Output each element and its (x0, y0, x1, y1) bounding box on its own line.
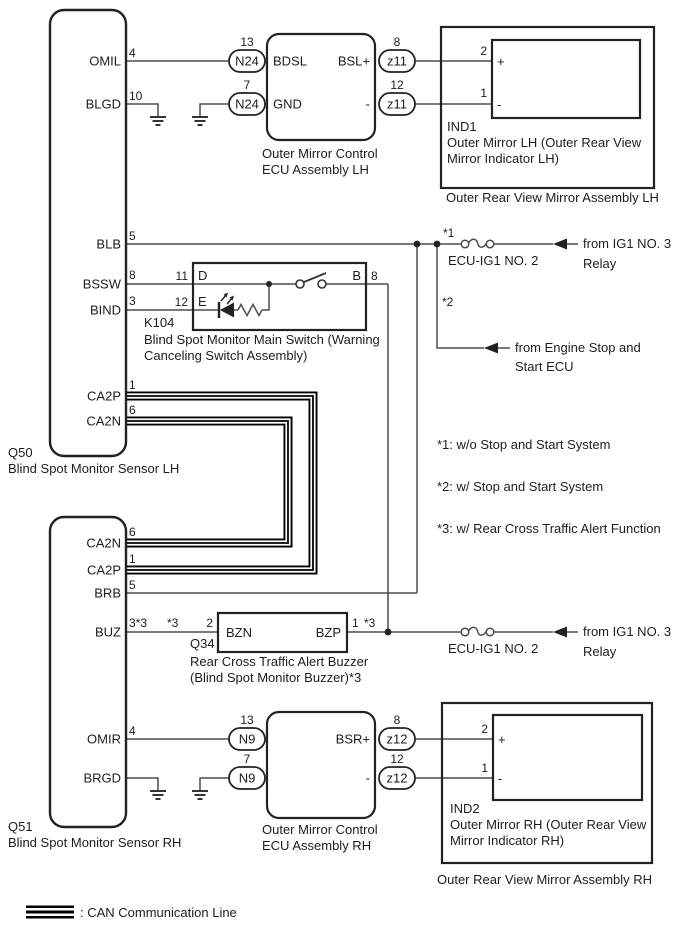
ground-icon (150, 117, 166, 125)
q50-pin-blgd-num: 10 (129, 89, 143, 103)
fuse-icon-top (461, 239, 494, 248)
connector-z11-12-num: 12 (390, 78, 404, 92)
switch-contact-left (296, 280, 304, 288)
k104-ref: K104 (144, 315, 175, 330)
connector-n24-7-num: 7 (243, 78, 251, 92)
note-3: *3: w/ Rear Cross Traffic Alert Function (437, 521, 661, 536)
wire-blgd-ground (126, 104, 158, 117)
k104-pin11-num: 11 (175, 269, 188, 283)
mirror-lh-assembly-label: Outer Rear View Mirror Assembly LH (446, 190, 659, 205)
arrow-icon-ig1-top (553, 239, 567, 250)
connector-z12-12-num: 12 (390, 752, 404, 766)
mirror-lh-name1: Outer Mirror LH (Outer Rear View (447, 135, 642, 150)
q51-pin-buz-num: 3*3 (129, 616, 148, 630)
switch-contact-right (318, 280, 326, 288)
q50-name: Blind Spot Monitor Sensor LH (8, 461, 180, 476)
q34-name2: (Blind Spot Monitor Buzzer)*3 (190, 670, 362, 685)
q51-pin-ca2p-label: CA2P (87, 562, 121, 578)
ig1-bottom-src2: Relay (583, 644, 617, 659)
can-legend-label: : CAN Communication Line (80, 905, 237, 920)
mirror-rh-plus: + (498, 732, 506, 747)
mirror-lh-name2: Mirror Indicator LH) (447, 151, 559, 166)
k104-pin12-num: 12 (174, 295, 188, 309)
mirror-rh-name2: Mirror Indicator RH) (450, 833, 565, 848)
q51-pin-ca2p-num: 1 (129, 552, 136, 566)
engine-src2: Start ECU (515, 359, 574, 374)
ecu-rh-name2: ECU Assembly RH (262, 838, 372, 853)
q51-name: Blind Spot Monitor Sensor RH (8, 835, 182, 850)
ground-icon (192, 791, 208, 799)
q50-ref: Q50 (8, 445, 33, 460)
ecu-rh-pin-minus: - (365, 770, 370, 786)
connector-n9-13-num: 13 (240, 713, 254, 727)
connector-z12-12-label: z12 (386, 770, 408, 786)
q50-pin-blgd-label: BLGD (85, 96, 121, 112)
q34-pin-bzp: BZP (315, 625, 341, 640)
q50-pin-blb-label: BLB (96, 236, 121, 252)
k104-pin8-num: 8 (371, 269, 378, 283)
junction-dot (266, 281, 272, 287)
ecu-lh-pin-gnd: GND (273, 96, 302, 112)
connector-z12-8-num: 8 (393, 713, 401, 727)
connector-n9-13-label: N9 (238, 731, 256, 747)
ecu-lh-pin-minus: - (365, 96, 370, 112)
q34-pin1-num: 1 (352, 616, 359, 630)
connector-n24-7-label: N24 (235, 96, 259, 112)
wire-led-up (262, 284, 269, 310)
q51-ref: Q51 (8, 819, 33, 834)
bzp-star3: *3 (364, 616, 376, 630)
mirror-rh-pin1: 1 (481, 761, 488, 775)
mirror-lh-pin1: 1 (480, 86, 487, 100)
q50-pin-bind-label: BIND (89, 302, 121, 318)
note-1: *1: w/o Stop and Start System (437, 437, 611, 452)
fuse-top-label: ECU-IG1 NO. 2 (448, 253, 539, 268)
resistor-icon (238, 305, 262, 316)
junction-dot (414, 241, 421, 248)
mirror-lh-ind: IND1 (447, 119, 477, 134)
ground-icon (150, 791, 166, 799)
led-icon (219, 293, 234, 319)
k104-pin-e: E (198, 294, 207, 309)
connector-z11-8-label: z11 (387, 53, 407, 69)
can-line-ca2n (126, 421, 288, 543)
mirror-lh-pin2: 2 (480, 44, 487, 58)
q50-pin-ca2p-label: CA2P (87, 388, 121, 404)
q51-pin-ca2n-num: 6 (129, 525, 136, 539)
k104-pin-b: B (352, 268, 361, 283)
connector-n9-7-num: 7 (243, 752, 251, 766)
note-2: *2: w/ Stop and Start System (437, 479, 604, 494)
connector-z12-8-label: z12 (386, 731, 408, 747)
ig1-top-src1: from IG1 NO. 3 (583, 236, 672, 251)
k104-name2: Canceling Switch Assembly) (144, 348, 308, 363)
q50-pin-bssw-label: BSSW (82, 276, 121, 292)
q50-pin-bssw-num: 8 (129, 268, 136, 282)
ig1-top-src2: Relay (583, 256, 617, 271)
wire-n24-7-ground (200, 104, 229, 117)
q50-pin-ca2p-num: 1 (129, 378, 136, 392)
mirror-rh-pin2: 2 (481, 722, 488, 736)
q50-pin-ca2n-label: CA2N (86, 413, 121, 429)
mirror-rh-assembly-label: Outer Rear View Mirror Assembly RH (437, 872, 653, 887)
ecu-lh-pin-bdsl: BDSL (273, 53, 307, 69)
mirror-lh-indicator-box (492, 40, 640, 118)
q51-pin-omir-label: OMIR (87, 731, 121, 747)
engine-src1: from Engine Stop and (515, 340, 641, 355)
mirror-lh-minus: - (497, 97, 502, 112)
q51-pin-ca2n-label: CA2N (86, 535, 121, 551)
wire-n9-7-ground (200, 778, 229, 791)
q51-pin-brb-label: BRB (94, 585, 121, 601)
fuse-bottom-label: ECU-IG1 NO. 2 (448, 641, 539, 656)
q50-pin-blb-num: 5 (129, 229, 136, 243)
q50-pin-bind-num: 3 (129, 294, 136, 308)
q51-pin-brgd-label: BRGD (83, 770, 121, 786)
ecu-rh-box (267, 712, 375, 818)
q50-pin-ca2n-num: 6 (129, 403, 136, 417)
connector-n24-13-num: 13 (240, 35, 254, 49)
k104-name1: Blind Spot Monitor Main Switch (Warning (144, 332, 380, 347)
k104-box (193, 263, 366, 330)
ecu-lh-name2: ECU Assembly LH (262, 162, 369, 177)
arrow-icon-engine (484, 343, 498, 354)
k104-pin-d: D (198, 268, 208, 283)
q34-pin-bzn: BZN (226, 625, 252, 640)
ig1-bottom-src1: from IG1 NO. 3 (583, 624, 672, 639)
ecu-lh-pin-bsl: BSL+ (337, 53, 370, 69)
q51-pin-buz-label: BUZ (95, 624, 121, 640)
ecu-rh-name1: Outer Mirror Control (262, 822, 378, 837)
mirror-rh-indicator-box (493, 715, 642, 800)
connector-z11-8-num: 8 (393, 35, 401, 49)
mirror-lh-plus: + (497, 54, 505, 69)
junction-dot (385, 629, 392, 636)
ecu-lh-name1: Outer Mirror Control (262, 146, 378, 161)
ecu-lh-box (267, 34, 375, 140)
mirror-rh-name1: Outer Mirror RH (Outer Rear View (450, 817, 647, 832)
star2-label: *2 (442, 295, 454, 309)
mirror-rh-minus: - (498, 771, 503, 786)
star1-label: *1 (443, 226, 455, 240)
connector-n24-13-label: N24 (235, 53, 259, 69)
q50-pin-omil-num: 4 (129, 46, 136, 60)
ground-icon (192, 117, 208, 125)
buz-star3-inline: *3 (167, 616, 179, 630)
ecu-rh-pin-bsr: BSR+ (335, 731, 370, 747)
arrow-icon-ig1-bottom (553, 627, 567, 638)
q34-ref: Q34 (190, 636, 215, 651)
connector-n9-7-label: N9 (238, 770, 256, 786)
fuse-icon-bottom (461, 627, 494, 636)
mirror-rh-ind: IND2 (450, 801, 480, 816)
connector-z11-12-label: z11 (387, 96, 407, 112)
q51-pin-brb-num: 5 (129, 578, 136, 592)
q34-name1: Rear Cross Traffic Alert Buzzer (190, 654, 369, 669)
q51-pin-omir-num: 4 (129, 724, 136, 738)
q50-pin-omil-label: OMIL (89, 53, 121, 69)
junction-dot (434, 241, 441, 248)
wire-brgd-ground (126, 778, 158, 791)
q34-pin2-num: 2 (206, 616, 213, 630)
